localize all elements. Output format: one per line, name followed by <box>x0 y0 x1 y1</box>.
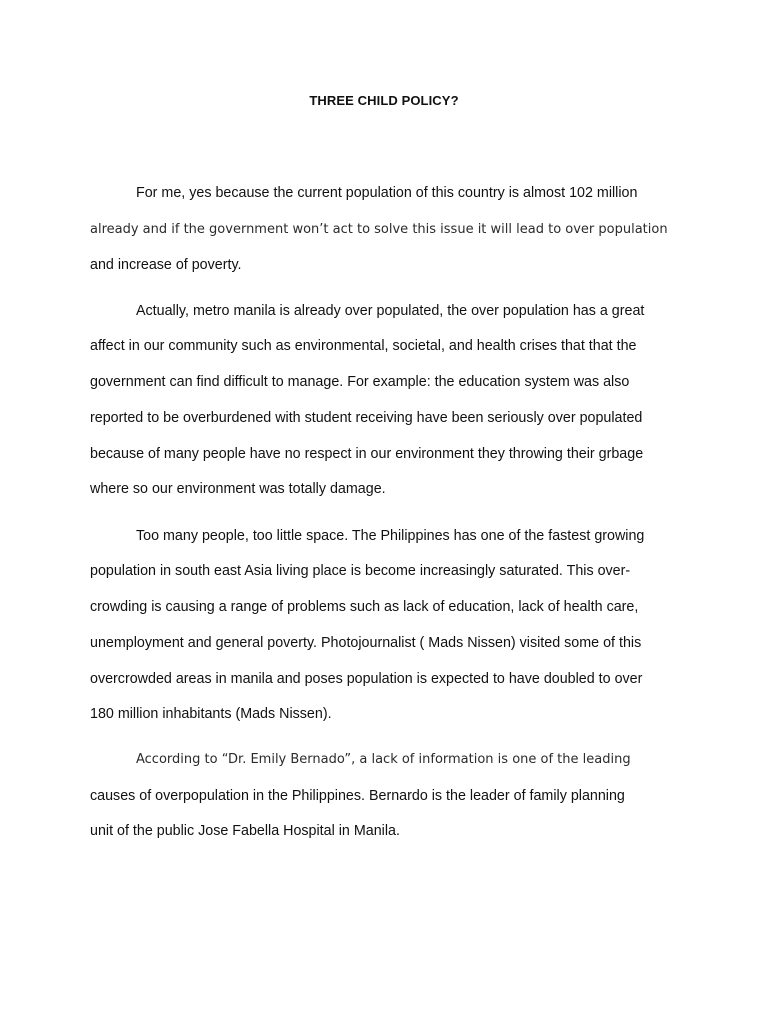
paragraph-1-line-1: For me, yes because the current population of this country is almost 102 million <box>136 185 638 201</box>
paragraph-2-line-6: where so our environment was totally damage. <box>90 481 386 497</box>
paragraph-2-line-3: government can find difficult to manage. For example: the education system was also <box>90 374 630 390</box>
paragraph-2-line-5: because of many people have no respect in our environment they throwing their grbage <box>90 446 644 462</box>
paragraph-3-line-1: Too many people, too little space. The Philippines has one of the fastest growing <box>136 528 645 544</box>
paragraph-4-line-2: causes of overpopulation in the Philippines. Bernardo is the leader of family planning <box>90 788 625 804</box>
paragraph-3-line-3: crowding is causing a range of problems such as lack of education, lack of health care, <box>90 599 639 615</box>
paragraph-2-line-1: Actually, metro manila is already over populated, the over population has a great <box>136 303 645 319</box>
paragraph-4-line-1: According to “Dr. Emily Bernado”, a lack of information is one of the leading <box>136 752 631 767</box>
paragraph-3-line-4: unemployment and general poverty. Photojournalist ( Mads Nissen) visited some of this <box>90 635 642 651</box>
paragraph-1-line-3: and increase of poverty. <box>90 257 242 273</box>
paragraph-4-line-3: unit of the public Jose Fabella Hospital in Manila. <box>90 823 400 839</box>
paragraph-2-line-4: reported to be overburdened with student receiving have been seriously over populated <box>90 410 643 426</box>
document-title: THREE CHILD POLICY? <box>309 93 459 108</box>
paragraph-2-line-2: affect in our community such as environmental, societal, and health crises that that the <box>90 338 637 354</box>
paragraph-1-line-2: already and if the government won’t act to solve this issue it will lead to over population <box>90 222 668 237</box>
paragraph-3-line-2: population in south east Asia living place is become increasingly saturated. This over- <box>90 563 631 579</box>
paragraph-3-line-6: 180 million inhabitants (Mads Nissen). <box>90 706 332 722</box>
paragraph-3-line-5: overcrowded areas in manila and poses population is expected to have doubled to over <box>90 671 643 687</box>
